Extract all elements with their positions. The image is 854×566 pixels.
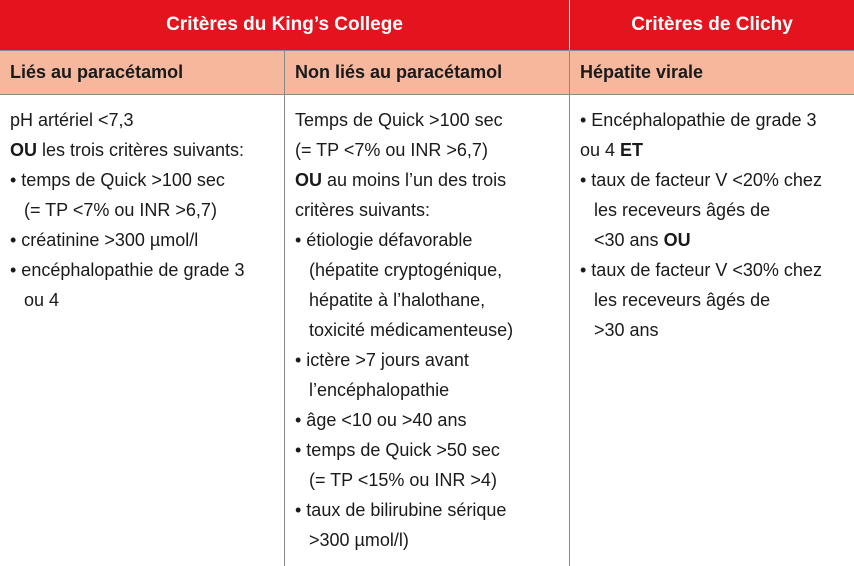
bullet-continuation: les receveurs âgés de — [594, 200, 771, 220]
bullet-line: • créatinine >300 µmol/l — [10, 230, 199, 250]
bullet-line: • taux de facteur V <30% chez — [580, 260, 822, 280]
bullet-line: • encéphalopathie de grade 3 — [10, 260, 245, 280]
criteria-line: critères suivants: — [295, 200, 431, 220]
bullet-continuation: hépatite à l’halothane, — [309, 290, 486, 310]
keyword-et: ET — [620, 140, 644, 160]
criteria-line: (= TP <7% ou INR >6,7) — [295, 140, 488, 160]
keyword-ou: OU — [10, 140, 37, 160]
bullet-line: • ictère >7 jours avant — [295, 350, 469, 370]
bullet-continuation: l’encéphalopathie — [309, 380, 450, 400]
criteria-line: pH artériel <7,3 — [10, 110, 134, 130]
header-clichy: Critères de Clichy — [570, 0, 854, 50]
bullet-continuation: (= TP <7% ou INR >6,7) — [24, 200, 217, 220]
criteria-non-paracetamol-cell — [285, 95, 570, 566]
subheader-viral-hepatitis: Hépatite virale — [570, 50, 854, 95]
criteria-line: Temps de Quick >100 sec — [295, 110, 503, 130]
subheader-non-paracetamol: Non liés au paracétamol — [285, 50, 570, 95]
subheader-row — [0, 50, 854, 95]
criteria-text: les trois critères suivants: — [37, 140, 245, 160]
criteria-line — [295, 165, 561, 195]
criteria-text: <30 ans — [594, 230, 664, 250]
header-kings-college: Critères du King’s College — [0, 0, 570, 50]
bullet-line: • taux de bilirubine sérique — [295, 500, 507, 520]
bullet-continuation: ou 4 — [24, 290, 60, 310]
bullet-line: • taux de facteur V <20% chez — [580, 170, 822, 190]
body-row — [0, 95, 854, 566]
bullet-continuation — [580, 135, 846, 165]
criteria-paracetamol-cell — [0, 95, 285, 566]
keyword-ou: OU — [663, 230, 691, 250]
bullet-continuation: (hépatite cryptogénique, — [309, 260, 503, 280]
criteria-line — [10, 135, 276, 165]
criteria-text: au moins l’un des trois — [322, 170, 507, 190]
criteria-text: ou 4 — [580, 140, 621, 160]
subheader-paracetamol: Liés au paracétamol — [0, 50, 285, 95]
bullet-line: • âge <10 ou >40 ans — [295, 410, 467, 430]
bullet-line: • étiologie défavorable — [295, 230, 473, 250]
bullet-continuation: les receveurs âgés de — [594, 290, 771, 310]
keyword-ou: OU — [295, 170, 322, 190]
bullet-line: • temps de Quick >50 sec — [295, 440, 500, 460]
bullet-continuation: >300 µmol/l) — [309, 530, 409, 550]
bullet-continuation — [580, 225, 846, 255]
header-row — [0, 0, 854, 50]
bullet-line: • temps de Quick >100 sec — [10, 170, 225, 190]
bullet-continuation: (= TP <15% ou INR >4) — [309, 470, 497, 490]
bullet-line: • Encéphalopathie de grade 3 — [580, 110, 817, 130]
bullet-continuation: toxicité médicamenteuse) — [309, 320, 514, 340]
criteria-viral-hepatitis-cell — [570, 95, 854, 566]
bullet-continuation: >30 ans — [594, 320, 659, 340]
